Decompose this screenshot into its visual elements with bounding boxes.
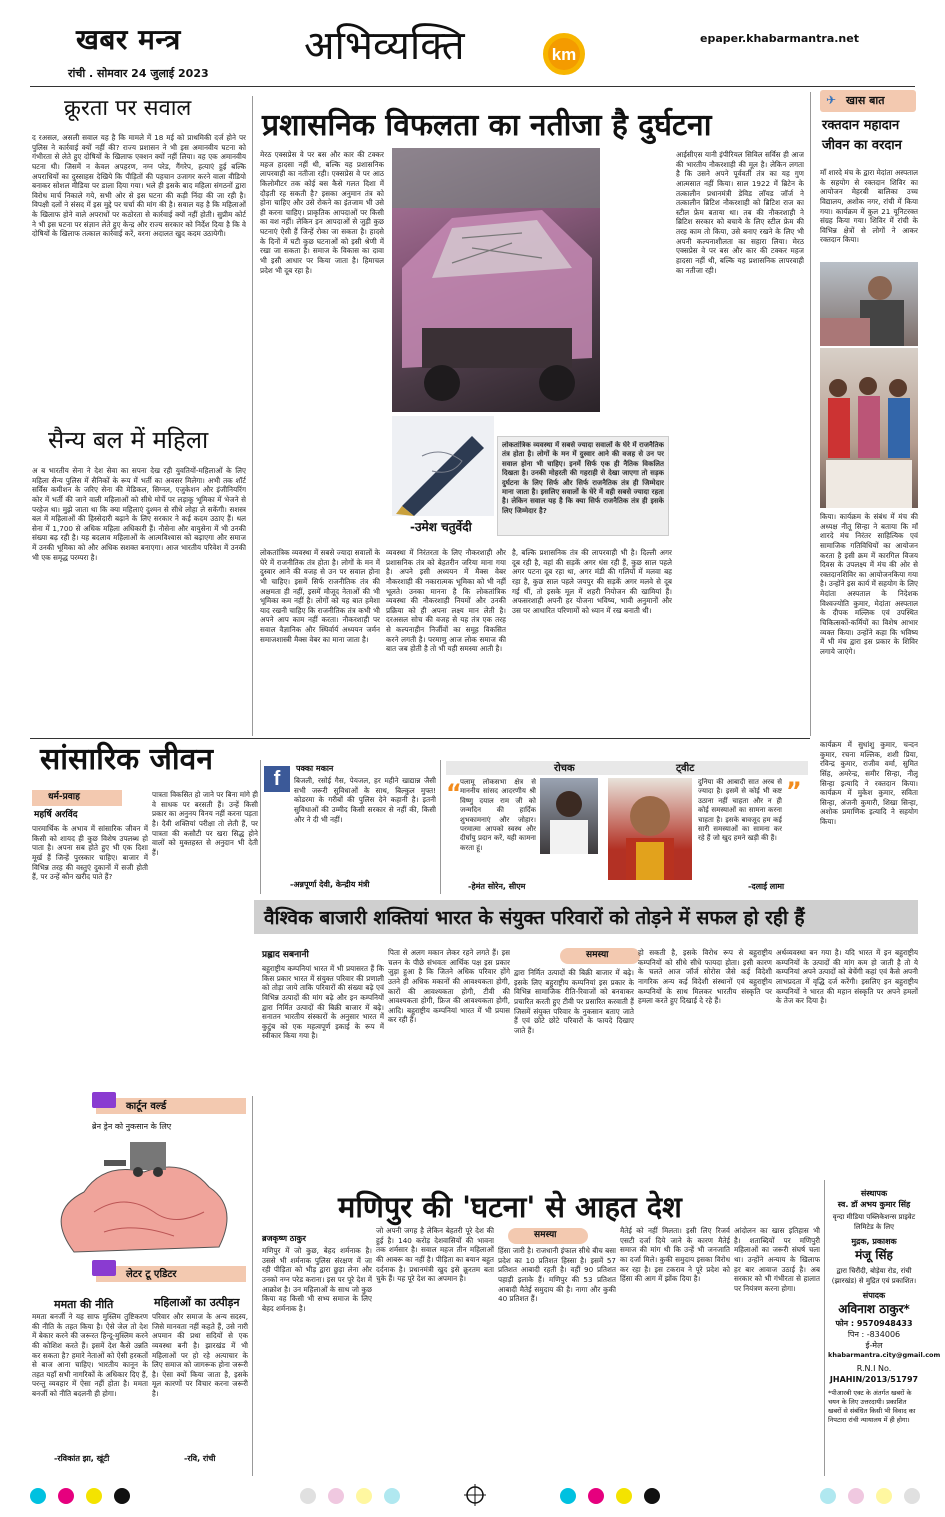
reg-dot-3 bbox=[86, 1488, 102, 1504]
manipur-col3: हिंसा जारी है। राजधानी इंफाल सीधे बीच बसा प्रदेश का 10 प्रतिशत हिस्सा है। इसमें 57 प्रतिशत आबादी रहती है। वहीं 90 प्रतिशत पहाड़ी इलाके हैं। मणिपुर की 53 प्रतिशत आबादी मैतेई समुदाय की है। नागा और कुकी 40 प्रतिशत हैं। bbox=[498, 1246, 616, 1304]
imprint-printer-label: मुद्रक, प्रकाशक bbox=[851, 1236, 897, 1246]
right-body3: कार्यक्रम में सुधांशु कुमार, चन्दन कुमार, रचना मल्लिक, शशी प्रिया, रविन्द्र कुमार, राजीव वर्मा, सुमित सिंह, अमरेन्द्र, समीर सिन्हा, नीलू सिन्हा इत्यादि ने रक्तदान किया। कार्यक्रम में मुकेश कुमार, सविता सिन्हा, अंजनी कुमारी, शिखा सिन्हा, अशोक प्रमाणिक इत्यादि ने सहयोग किया। bbox=[820, 740, 918, 827]
reg-dot-15 bbox=[876, 1488, 892, 1504]
pullquote-box bbox=[497, 436, 669, 536]
samasya-label: समस्या bbox=[586, 950, 609, 960]
cartoon-label-bar bbox=[96, 1098, 246, 1114]
imprint-phone: फोन : 9570948433 bbox=[835, 1318, 913, 1328]
tweet2-text: दुनिया की आबादी सात अरब से ज्यादा है। इसमें से कोई भी कष्ट उठाना नहीं चाहता और न ही कोई समस्याओं का सामना करना चाहता है। इसके बावजूद हम कई सारी समस्याओं का सामना कर रहे हैं जो खुद हमने खड़ी की हैं। bbox=[698, 778, 782, 843]
family-label bbox=[560, 948, 640, 964]
sansarik-heading: सांसारिक जीवन bbox=[40, 742, 213, 777]
manipur-col2: जो अपनी जगह है लेकिन बेहतरी पूरे देश की हुई है। 140 करोड़ देशवासियों की भावना तक शर्मसार है। सवाल महज तीन महिलाओं की आबरू का नहीं है। पीड़िता का बयान बहुत दर्दनाक है। प्रधानमंत्री खुद इसे क्रूरतम बता चुके हैं। यह पूरे देश का अपमान है। bbox=[376, 1226, 494, 1284]
imprint-pin: पिन : -834006 bbox=[847, 1329, 901, 1339]
main-headline: प्रशासनिक विफलता का नतीजा है दुर्घटना bbox=[262, 108, 712, 143]
author-name: -उमेश चतुर्वेदी bbox=[410, 520, 472, 534]
imprint-email-label: ई-मेल bbox=[865, 1340, 883, 1350]
imprint-address: द्वारा चिरौंदी, बोड़ेया रोड, रांची (झारखंड) से मुद्रित एवं प्रकाशित। bbox=[831, 1266, 917, 1285]
pen-illustration bbox=[392, 416, 494, 516]
letter2-heading: महिलाओं का उत्पीड़न bbox=[154, 1296, 240, 1309]
imprint-printer: मंजू सिंह bbox=[855, 1248, 893, 1263]
blood-donor-photo bbox=[820, 262, 918, 346]
tweet2-attrib: -दलाई लामा bbox=[748, 882, 785, 891]
imprint-editor: अविनाश ठाकुर* bbox=[838, 1301, 910, 1316]
khas-baat-label: खास बात bbox=[846, 94, 885, 107]
main-col1: मेरठ एक्सप्रेस वे पर बस और कार की टक्कर महज हादसा नहीं थी, बल्कि यह प्रशासनिक लापरवाही का नतीजा रही। एक्सप्रेस वे पर आठ किलोमीटर तक कोई बस कैसे गलत दिशा में दौड़ती रह सकती है? इसका अनुमान तंत्र को होना चाहिए और उसे रोकने का इंतजाम भी उसे ही करना चाहिए। प्राकृतिक आपदाओं पर किसी का वश नहीं। लेकिन इन आपदाओं से जुड़ी कुछ घटनाएं ऐसी हैं जिन्हें रोका जा सकता है। हादसे के दिनों में घटी कुछ घटनाओं को इसी श्रेणी में रखा जा सकता है। समाज के विकास का दावा भी इसी आधार पर किया जाता है। हिमाचल प्रदेश भी दूब रहा है। bbox=[260, 150, 384, 275]
pullquote-text: लोकतांत्रिक व्यवस्था में सबसे ज्यादा सवालों के घेरे में राजनैतिक तंत्र होता है। लोगों के मन में दुस्वार आने की वजह से उन पर सवाल होना भी चाहिए। इनमें सिर्फ एक ही नैतिक विकलित दिखता है। उनकी मोहरती की गहराही से देखा जाएगा तो सड़क दुर्घटना के लिए सिर्फ और सिर्फ राजनैतिक तंत्र ही जिम्मेदार माना जाता है। इसलिए सवालों के घेरे में वही सबसे ज्यादा रहता है। लेकिन सवाल यह है कि क्या सिर्फ राजनैतिक तंत्र ही इसके लिए जिम्मेदार है? bbox=[502, 441, 664, 515]
crosshair-icon bbox=[464, 1484, 486, 1506]
plane-icon: ✈ bbox=[826, 93, 837, 107]
letter2-body: परिवार और समाज के अन्य सदस्य, जिसे मानवता नहीं कहते हैं, उसे नारी अपमान की प्रथा सदियों से एक व्यवस्था बनी है। झारखंड में भी महिलाओं पर हो रहे अत्याचार के लिए समाज को जागरूक होना जरूरी है। ऐसा क्यों किया जाता है, इसके मूल कारणों पर विचार करना जरूरी है। bbox=[152, 1312, 248, 1399]
imprint-rni: JHAHIN/2013/51797 bbox=[829, 1375, 919, 1385]
family-col3: द्वारा निर्मित उत्पादों की बिक्री बाजार में बढ़े। इसके लिए बहुराष्ट्रीय कम्पनियां इस प्रकार के विभिन्न सामाजिक रीति-रिवाजों को बनवाकर प्रचारित करती हुए टीवी पर प्रसारित करवाती हैं जिसमें संयुक्त परिवार के नुकसान बताए जाते हैं एवं छोटे छोटे परिवारों के फायदे दिखाए जाते हैं। bbox=[514, 968, 634, 1035]
family-byline: प्रह्लाद सबनानी bbox=[262, 950, 309, 960]
facebook-icon: f bbox=[264, 766, 290, 792]
main-col5: आईसीएस यानी इंपीरियल सिविल सर्विस ही आज की भारतीय नौकरशाही की मूल है। लेकिन लगता है कि उसने अपने पूर्ववर्ती तंत्र का यह गुण आत्मसात नहीं किया। साल 1922 में ब्रिटेन के तत्कालीन प्रधानमंत्री डेविड लॉयड जॉर्ज ने तत्कालीन ब्रिटिश नौकरशाही को ब्रिटिश राज का स्टील फ्रेम बताया था। तब की नौकरशाही ने ब्रिटिश सरकार को बचाये के लिए स्टील फ्रेम की तरह काम तो किया, उसे बनाए रखने के लिए भी अपनी कल्पनाशीलता का सहारा लिया। मेरठ एक्सप्रेस वे पर बस और कार की टक्कर महज हादसा नहीं थी, बल्कि यह प्रशासनिक लापरवाही का नतीजा रही। bbox=[676, 150, 804, 275]
brand-logo bbox=[540, 30, 588, 78]
article-krurta-body: द रअसल, असली सवाल यह है कि मामले में 18 मई को प्राथमिकी दर्ज होने पर पुलिस ने कार्रवाई क्यों नहीं की? राज्य प्रशासन ने भी इस अमानवीय घटना को गंभीरता से लेते हुए दोषियों के खिलाफ एक्शन क्यों नहीं लिया। वह एक अमानवीय घटना थी। जिसमें न केवल अपहरण, नग्न परेड, गैंगरेप, हत्याएं हुई बल्कि अपराधियों का दुस्साहस देखिये कि पीड़ितों की पहचान उजागर करने वाला वीडियो बनाकर सोशल मीडिया पर डाला दिया गया। भले ही इसके बाद महिला संगठनों द्वारा विरोध मार्च निकाले गये, सभी ओर से इस घटना की कड़ी निंदा की जा रही है। विपक्षी दलों ने संसद में इस मुद्दे पर चर्चा की मांग की है। सवाल यह है कि महिलाओं के खिलाफ होने वाले अपराधों पर कठोरता से कार्रवाई क्यों नहीं होती। सुप्रीम कोर्ट ने भी इस घटना पर संज्ञान लेते हुए केन्द्र और राज्य सरकार को निर्देश दिया है कि वे दोषियों के खिलाफ तत्काल कार्रवाई करें, वरना अदालत खुद कदम उठायेगी। bbox=[32, 133, 246, 239]
right-body2: किया। कार्यक्रम के संबंध में मंच की अध्यक्ष नीतू सिन्हा ने बताया कि माँ शारदे मंच निरंतर साहित्यिक एवं सामाजिक गतिविधियों का आयोजन करता है इसी क्रम में कारगिल विजय दिवस के उपलक्ष्य में मंच की ओर से रक्तदानशिविर का आयोजनकिया गया है। उन्होंने इस कार्य में सहयोग के लिए मेदांता अस्पताल के निदेशक विश्वज्योति कुमार, मेदांता अस्पताल के दीपक मल्लिक एवं उपस्थित चिकित्सकों-कर्मियों का विशेष आभार व्यक्त किया। उन्होंने कहा कि भविष्य में भी मंच द्वारा इस प्रकार के शिविर लगाये जाएंगे। bbox=[820, 512, 918, 656]
cartoon-caption: ब्रेन ड्रेन को नुकसान के लिए bbox=[92, 1122, 172, 1131]
epaper-url[interactable]: epaper.khabarmantra.net bbox=[700, 32, 859, 45]
manipur-col4: मैतेई को नहीं मिलता। इसी लिए रिजर्व एसटी दर्जा दिये जाने के कारण मैतेई समाज की मांग थी कि उन्हें भी जनजाति का दर्जा मिले। कुकी समुदाय इसका विरोध कर रहा है। इस टकराव ने पूरे प्रदेश को हिंसा की आग में झोंक दिया है। bbox=[620, 1226, 730, 1284]
dharma-col1: पारमार्थिक के अभाव में सांसारिक जीवन में किसी को शायद ही कुछ विशेष उपलब्ध हो पाता है। अपना सब होते हुए भी एक दिशा मूर्ख हैं जिन्हें पुरस्कार चाहिए। बाजार में विभिन्न तरह की वस्तुएं दुकानों में सजी होती हैं, पर उन्हें कौन खरीद पाते हैं? bbox=[32, 824, 148, 882]
dharma-tag bbox=[32, 790, 122, 806]
heading-krurta: क्रूरता पर सवाल bbox=[64, 96, 192, 121]
family-col4: हो सकती है, इसके विरोध रूप से बहुराष्ट्रीय कम्पनियों को सीधे सीधे फायदा होता। इसी कारण के चलते आज जॉर्ज सोरोस जैसे कई विदेशी नागरिक अन्य कई विदेशी संस्थानों एवं बहुराष्ट्रीय कम्पनियों के साथ मिलकर भारतीय संस्कृति पर हमला करते हुए दिखाई दे रहे हैं। bbox=[638, 948, 772, 1006]
imprint-org: वृन्दा मीडिया पब्लिकेशन्स प्राइवेट लिमिटेड के लिए bbox=[832, 1213, 916, 1232]
main-col2: लोकतांत्रिक व्यवस्था में सबसे ज्यादा सवालों के घेरे में राजनीतिक तंत्र होता है। लोगों के मन में दुस्वार आने की वजह से उन पर सवाल होना भी चाहिए। इसमें सिर्फ राजनीतिक तंत्र की अक्षमता ही नहीं, इसमें मौजूद नेताओं की भी भूमिका कम नहीं है। लोगों को यह बात हमेशा याद रखनी चाहिए कि राजनीतिक तंत्र कभी भी अपने आप काम नहीं करता। नौकरशाही पर सवाल वैज्ञानिक और स्थिर्वार्य अध्ययन जर्मन समाजशास्त्री मैक्स वेबर का माना जाता है। bbox=[260, 548, 380, 644]
manipur-label bbox=[508, 1228, 588, 1244]
family-col5: अर्थव्यवस्था बन गया है। यदि भारत में इन बहुराष्ट्रीय कम्पनियों के उत्पादों की मांग कम हो जाती है तो ये कम्पनियां अपने उत्पादों को बेचेंगी कहां एवं कैसे अपनी लाभप्रदता में वृद्धि दर्ज करेंगी। इसलिए इन बहुराष्ट्रीय कम्पनियों ने भारत की महान संस्कृति पर अपने हमलों के तेज कर दिया है। bbox=[776, 948, 918, 1006]
article-sainya-body: अ ब भारतीय सेना ने देश सेवा का सपना देख रही युवतियों-महिलाओं के लिए महिला सैन्य पुलिस में सैनिकों के रूप में भर्ती का अवसर मिलेगा। अभी तक शॉर्ट सर्विस कमीशन के जरिए सेना की मेडिकल, सिग्नल, एजुकेशन और इंजीनियरिंग कोर में भर्ती की जाने वाली महिलाओं को सीधे मोर्चे पर लड़ाकू भूमिका में भेजने से परहेज था। मुझे जाता था कि क्या महिलाएं दुश्मन से सीधे लोहा ले सकेंगी। सशस्त्र बल में महिलाओं की हिस्सेदारी बढ़ाने के लिए सरकार ने कई कदम उठाए हैं। थल सेना में 1,700 से अधिक महिला अधिकारी हैं। नौसेना और वायुसेना में भी उनकी संख्या बढ़ रही है। यह बदलाव महिलाओं के आत्मविश्वास को बढ़ाएगा और समाज में उनकी भूमिका को और अधिक सशक्त बनाएगा। आज भारतीय परिवेश में उनकी भी एक समृद्ध परम्परा है। bbox=[32, 466, 246, 562]
quote-attrib: -अन्नपूर्णा देवी, केन्द्रीय मंत्री bbox=[290, 880, 370, 889]
reg-dot-9 bbox=[560, 1488, 576, 1504]
rochak-label: रोचक bbox=[554, 763, 575, 774]
cartoon-drawing bbox=[34, 1132, 246, 1262]
manipur-col5: आंदोलन का खास इतिहास भी है। शताब्दियों पर मणिपुरी महिलाओं का जरूरी संघर्ष चला था। उन्होंने अन्याय के खिलाफ हर बार आवाज उठाई है। अब सरकार को भी गंभीरता से हालात पर नियंत्रण करना होगा। bbox=[734, 1226, 820, 1293]
letter2-attrib: -रवि, रांची bbox=[184, 1454, 216, 1463]
right-heading: रक्तदान महादान जीवन का वरदान bbox=[822, 118, 902, 153]
mail-icon-2 bbox=[92, 1260, 116, 1276]
letter1-attrib: -रविकांत झा, खूंटी bbox=[54, 1454, 110, 1463]
family-col1: बहुराष्ट्रीय कम्पनियां भारत में भी प्रयासरत हैं कि किस प्रकार भारत में संयुक्त परिवार की प्रणाली को तोड़ा जाये ताकि परिवारों की संख्या बढ़े एवं विभिन्न उत्पादों की मांग बढ़े और इन कम्पनियों द्वारा निर्मित उत्पादों की बिक्री बाजार में बढ़े। सनातन भारतीय संस्कारों के अनुसार भारत में कुटुंब को एक महत्वपूर्ण इकाई के रूप में स्वीकार किया गया है। bbox=[262, 964, 384, 1041]
manipur-col1: मणिपुर में जो कुछ, बेहद शर्मनाक है। उससे भी शर्मनाक पुलिस संरक्षण में जा रही पीड़िता को भीड़ द्वारा छुड़ा लेना और उनको नग्न परेड कराना। इस पर पूरे देश में आक्रोश है। उन महिलाओं के साथ जो कुछ किया वह किसी भी सभ्य समाज के लिए बेहद शर्मनाक है। bbox=[262, 1246, 372, 1313]
manipur-headline: मणिपुर की 'घटना' से आहत देश bbox=[338, 1190, 682, 1224]
quote-text: बिजली, रसोई गैस, पेयजल, हर महीने खाद्यान्न जैसी सभी जरूरी सुविधाओं के साथ, बिल्कुल मुफ्त! कोडरमा के गरीबों की पुलिस देने कहानी है। इतनी सुविधाओं की उम्मीद किसी सरकार से नहीं की, किसी और ने दी भी नहीं। bbox=[294, 776, 436, 824]
tweet1-quote-icon: “ bbox=[446, 779, 462, 807]
imprint-label: संस्थापक bbox=[860, 1189, 888, 1198]
dharma-author: महर्षि अरविंद bbox=[34, 810, 78, 820]
letter1-heading: ममता की नीति bbox=[54, 1298, 114, 1311]
letters-label: लेटर टू एडिटर bbox=[126, 1269, 177, 1280]
imprint-email[interactable]: khabarmantra.city@gmail.com bbox=[828, 1351, 941, 1360]
family-headline-bar bbox=[254, 900, 918, 934]
tweet-label: ट्वीट bbox=[676, 763, 695, 774]
heading-sainya: सैन्य बल में महिला bbox=[48, 426, 209, 454]
family-headline: वैश्विक बाजारी शक्तियां भारत के संयुक्त परिवारों को तोड़ने में सफल हो रही हैं bbox=[264, 907, 805, 929]
imprint-editor-label: संपादक bbox=[862, 1290, 886, 1300]
reg-dot-5 bbox=[300, 1488, 316, 1504]
paper-name: खबर मन्त्र bbox=[76, 23, 181, 56]
right-body1: माँ शारदे मंच के द्वारा मेदांता अस्पताल के सहयोग से रक्तदान शिविर का आयोजन मेहरबी बालिका उच्च विद्यालय, अशोक नगर, रांची में किया गया। कार्यक्रम में कुल 21 यूनिटरक्त संग्रह किया गया। शिविर में रांची के विभिन्न क्षेत्रों से लोगों ने आकर रक्तदान किया। bbox=[820, 168, 918, 245]
tweet1-text: पलामू लोकसभा क्षेत्र से माननीय सांसद आदरणीय श्री विष्णु दयाल राम जी को जन्मदिन की हार्दिक शुभकामनाएं और जोहार। परमात्मा आपको स्वस्थ और दीर्घायु प्रदान करें, यही कामना करता हूं। bbox=[460, 778, 536, 852]
hemant-soren-photo bbox=[540, 778, 598, 854]
reg-dot-12 bbox=[644, 1488, 660, 1504]
imprint-rni-label: R.N.I No. bbox=[856, 1364, 892, 1374]
tweet2-quote-icon: ” bbox=[786, 777, 802, 805]
dalai-lama-photo bbox=[608, 778, 692, 880]
dharma-col2: पात्रता विकसित हो जाने पर बिना मांगे ही वे साधक पर बरसती हैं। उन्हें किसी प्रकार का अनुनय विनय नहीं करना पड़ता है। दैवी शक्तियां परीक्षा तो लेती हैं, पर पात्रता की कसौटी पर खरा सिद्ध होने वालों को मुक्तहस्त से अनुदान भी देती हैं। bbox=[152, 790, 258, 857]
tweet1-attrib: -हेमंत सोरेन, सीएम bbox=[468, 882, 526, 891]
imprint-disclaimer: *पीआरबी एक्ट के अंतर्गत खबरों के चयन के लिए उत्तरदायी। प्रकाशित खबरों से संबंधित किसी भी विवाद का निपटारा रांची न्यायालय में ही होगा। bbox=[828, 1388, 916, 1424]
letter1-body: ममता बनर्जी ने यह साफ मुस्लिम तुष्टिकरण की नीति के तहत किया है। ऐसे जेल तो देश में बेकार करने की जरूरत हिन्दू-मुस्लिम करने की कोशिश करते हैं। इसमें देश कैसे उन्नति कर सकता है? हमारे नेताओं को ऐसी हरकतों से बाज आना चाहिए। भारतीय कानून के तहत यहाँ सभी नागरिकों के अधिकार दिए हैं, परन्तु व्यवहार में ऐसा नहीं होता है। ममता बनर्जी को नीति बदलनी ही होगा। bbox=[32, 1312, 148, 1399]
reg-dot-1 bbox=[30, 1488, 46, 1504]
section-title: अभिव्यक्ति bbox=[304, 23, 465, 69]
svg-text:km: km bbox=[551, 45, 577, 64]
main-col4: है, बल्कि प्रशासनिक तंत्र की लापरवाही भी है। दिल्ली अगर दूब रही है, वहां की सड़कें अगर धंस रही हैं, कुछ साल पहले अगर पटना दूब रहा था, अगर मंडी की गलियों में मलवा बह रहा है, कुछ साल पहले जयपुर की सड़कें अगर मलवे से दूब गई थीं, तो इसके मूल में शहरी नियोजन की खामियां हैं। अफसरशाही अपनी हर योजना भविष्य, भावी अनुमानों और उस पर आधारित परिणामों को ध्यान में रख बनाती थी। bbox=[512, 548, 672, 615]
reg-dot-4 bbox=[114, 1488, 130, 1504]
reg-dot-11 bbox=[616, 1488, 632, 1504]
reg-dot-8 bbox=[384, 1488, 400, 1504]
reg-dot-16 bbox=[904, 1488, 920, 1504]
imprint-box bbox=[828, 1188, 941, 1478]
reg-dot-2 bbox=[58, 1488, 74, 1504]
cartoon-label: कार्टून वर्ल्ड bbox=[126, 1101, 167, 1112]
reg-dot-7 bbox=[356, 1488, 372, 1504]
khas-baat-tag bbox=[820, 90, 916, 112]
dateline: रांची . सोमवार 24 जुलाई 2023 bbox=[68, 67, 209, 80]
quote-label: पक्का मकान bbox=[296, 764, 334, 773]
letters-label-bar bbox=[96, 1266, 246, 1282]
main-col3: व्यवस्था में निरंतरता के लिए नौकरशाही और प्रशासनिक तंत्र को बेहतरीन जरिया माना गया है। अपने इसी अध्ययन में मैक्स वेबर नौकरशाही की नकारात्मक भूमिका को भी नहीं भूलते। उनका मानना है कि लोकतांत्रिक व्यवस्था की नौकरशाही नियमों और उनकी प्रक्रिया को ही अपना लक्ष्य मान लेती है। दरअसल सोच की वजह से यह तंत्र एक तरह से कल्पनाहीन निर्जीवों का समूह विकसित करने लगती है। परमाणु आज लोक समाज की बात जब होती है तो भी यही समस्या आती है। bbox=[386, 548, 506, 654]
manipur-samasya-label: समस्या bbox=[534, 1230, 557, 1240]
rochak-tweet-bar bbox=[446, 761, 808, 775]
mail-icon bbox=[92, 1092, 116, 1108]
dharma-tag-label: धर्म-प्रवाह bbox=[48, 792, 80, 802]
reg-dot-13 bbox=[820, 1488, 836, 1504]
reg-dot-6 bbox=[328, 1488, 344, 1504]
reg-dot-14 bbox=[848, 1488, 864, 1504]
event-group-photo bbox=[820, 348, 918, 508]
imprint-founder: स्व. डॉ अभय कुमार सिंह bbox=[837, 1200, 911, 1210]
car-crash-photo bbox=[392, 148, 600, 412]
family-col2: पिता से अलग मकान लेकर रहने लगते हैं। इस चलन के पीछे संभवतः आर्थिक पक्ष इस प्रकार जुड़ा हुआ है कि जितने अधिक परिवार होंगे उतने ही अधिक मकानों की आवश्यकता होगी, कारों की आवश्यकता होगी, टीवी की आवश्यकता होगी, फ्रिज की आवश्यकता होगी, आदि। बहुराष्ट्रीय कम्पनियां भारत में भी प्रयास कर रही हैं। bbox=[388, 948, 510, 1025]
manipur-byline: ब्रजकृष्ण ठाकुर bbox=[262, 1234, 306, 1243]
reg-dot-10 bbox=[588, 1488, 604, 1504]
